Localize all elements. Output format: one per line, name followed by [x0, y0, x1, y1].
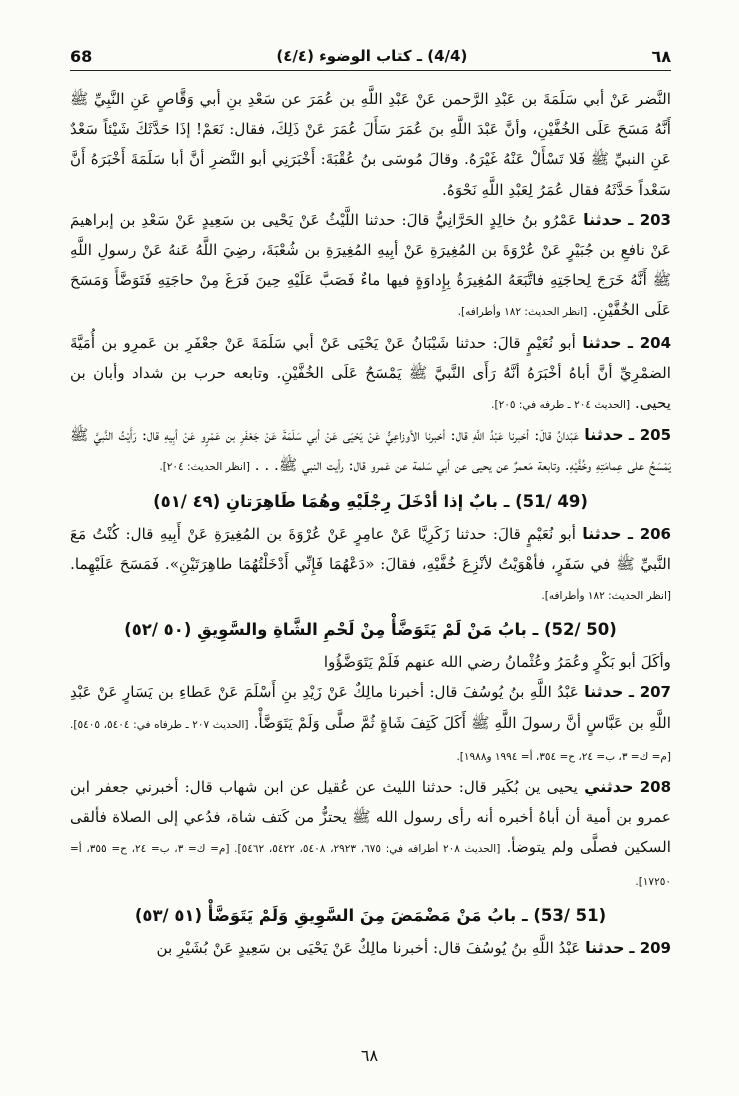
hadith-keyword: حدثنا	[582, 332, 622, 352]
chapter-heading-51: (51 /53) ـ بابُ مَنْ مَضْمَضَ مِنَ السَّوِيقِ وَلَمْ يَتَوَضَّأْ (٥١ /٥٣)	[134, 905, 607, 925]
page-number-arabic: ٦٨	[651, 46, 671, 66]
chapter-heading-50: (50 /52) ـ بابُ مَنْ لَمْ يَتَوَضَّأْ مِنْ لَحْمِ الشَّاةِ والسَّوِيقِ (٥٠ /٥٢)	[124, 620, 617, 640]
hadith-text: عَبْدُ اللَّهِ بنُ يُوسُفَ قال: أخبرنا مالِكٌ عَنْ زَيْدِ بنِ أَسْلَمَ عَنْ عَطاءِ بن يَسَارٍ عَنْ عَبْدِ اللَّهِ بن عَبَّاسٍ أنَّ رسولَ اللَّهِ ﷺ أَكَلَ كَتِفَ شَاةٍ ثُمَّ صلَّى وَلَمْ يَتَوَضَّأْ.	[70, 683, 671, 732]
athar-text: وأكَلَ أبو بَكْرٍ وعُمَرُ وعُثْمانُ رضي الله عنهم فَلَمْ يَتَوَضَّؤُوا	[323, 653, 671, 672]
hadith-keyword: حدثنا	[582, 523, 622, 543]
running-title: (4/4) ـ كتاب الوضوء (٤/٤)	[276, 47, 468, 65]
page-number-latin: 68	[70, 46, 93, 66]
hadith-208	[70, 772, 671, 897]
page-body	[70, 84, 671, 963]
hadith-number: 209 ـ	[629, 938, 671, 957]
page-footer-number: ٦٨	[360, 1046, 379, 1065]
hadith-keyword: حدثنا	[584, 682, 624, 702]
chapter-heading-49: (49 /51) ـ بابٌ إذا أدْخَلَ رِجْلَيْهِ وهُمَا طَاهِرَتانِ (٤٩ /٥١)	[153, 491, 588, 511]
hadith-number: 206 ـ	[627, 524, 671, 543]
hadith-number: 204 ـ	[627, 333, 672, 352]
hadith-number: 207 ـ	[628, 683, 671, 702]
hadith-text: عَبْدُ اللَّهِ بنُ يُوسُفَ قال: أخبرنا مالِكٌ عَنْ يَحْيَى بن سَعِيدٍ عَنْ بُشَيْرِ بن	[156, 938, 581, 957]
hadith-206	[70, 519, 671, 612]
hadith-reference: [الحديث ٢٠٧ ـ طرفاه في: ٥٤٠٤، ٥٤٠٥]. [م= ك= ٣، ب= ٢٤، ح= ٣٥٤، أ= ١٩٩٤ و١٩٨٨].	[70, 718, 671, 763]
hadith-203	[70, 205, 671, 328]
hadith-text: عَمْرُو بنُ خالِدٍ الحَرَّانِيُّ قالَ: حدثنا اللَّيْثُ عَنْ يَحْيى بن سَعِيدٍ عَنْ سَعْدِ بن إبراهيمَ عَنْ نافعِ بن جُبَيْرٍ عَنْ عُرْوَةَ بن المُغِيرَةِ عَنْ أبِيهِ المُغِيرَةِ بن شُعْبَةَ، رضِيَ اللَّهُ عَنهُ عَنْ رسولِ اللَّهِ ﷺ أَنَّهُ خَرَجَ لِحاجَتِهِ فاتَّبَعَهُ المُغِيرَةُ بِإِداوَةٍ فيها ماءٌ فَصَبَّ عَلَيْهِ حِينَ فَرَغَ مِنْ حاجَتِهِ فَتَوَضَّأَ وَمَسَحَ عَلَى الخُفَّيْنِ.	[70, 210, 671, 320]
hadith-text: أبو نُعَيْمٍ قالَ: حدثنا شَيْبَانُ عَنْ يَحْيَى عَنْ أبي سَلَمَةَ عَنْ جعْفَرِ بن عَمرِو بن أُمَيَّةَ الضمْرِيِّ أنَّ أباهُ أخْبَرَهُ أنَّهُ رَأَى النَّبيَّ ﷺ يَمْسَحُ عَلَى الخُفَّيْنِ. وتابعه حرب بن شداد وأبان بن يحيى.	[70, 333, 671, 413]
paragraph-continuation: النَّضر عَنْ أبي سَلَمَةَ بن عَبْدِ الرَّحمن عَنْ عَبْدِ اللَّهِ بن عُمَرَ عن سَعْدِ بنِ أبي وَقَّاصٍ عَنِ النَّبِيِّ ﷺ أَنَّهُ مَسَحَ عَلَى الخُفَّيْنِ، وأنَّ عَبْدَ اللَّهِ بنَ عُمَرَ سَأَلَ عُمَرَ عَنْ ذَلِكَ، فقال: نَعَمْ! إذَا حَدَّثَكَ شَيْئاً سَعْدٌ عَنِ النبيِّ ﷺ فَلا تَسْأَلْ عَنْهُ غَيْرَهُ. وقالَ مُوسَى بنُ عُقْبَةَ: أَخْبَرَنِي أبو النَّضرِ أنَّ أبا سَلَمَةَ أَخْبَرَهُ أَنَّ سَعْداً حَدَّثَهُ فقال عُمَرُ لِعَبْدِ اللَّهِ نَحْوَهُ.	[70, 90, 671, 199]
hadith-text: يحيى ين بُكَير قال: حدثنا الليث عن عُقيل عن ابن شهاب قال: أخبرني جعفر ابن عمرو بن أمية أن أباهُ أخبره أنه رأى رسول الله ﷺ يحتزُّ من كَتف شاة، فدُعي إلى الصلاة فألقى السكين فصلَّى ولم يتوضأ.	[70, 778, 672, 857]
page-header	[70, 42, 671, 71]
hadith-text: عَبْدانُ قالَ: أخبرنا عَبْدُ اللَّهِ قال: أخبرنا الأوزاعِيُّ عَنْ يَحْيَى عَنْ أبي سَلَمَةَ عَنْ جَعْفَرِ بن عَمْرٍو عَنْ أبِيهِ قال: رَأَيْتُ النَّبيَّ ﷺ يَمْسَحُ على عِمامَتِهِ وخُفَّيْهِ. وتابعة مَعمرٌ عن يحيى عن أبي سَلمة عن عَمرو قال: رأيت النبي ﷺ. . .	[70, 426, 671, 475]
hadith-reference: [انظر الحديث: ١٨٢ وأطرافه].	[457, 306, 588, 319]
hadith-204	[70, 328, 671, 421]
hadith-reference: [انظر الحديث: ١٨٢ وأطرافه].	[541, 590, 671, 603]
hadith-number: 203 ـ	[628, 210, 671, 229]
hadith-keyword: حدثنا	[585, 937, 625, 957]
hadith-number: 208	[639, 778, 672, 797]
hadith-reference: [انظر الحديث: ٢٠٤].	[159, 461, 250, 474]
hadith-reference: [الحديث ٢٠٨ أطرافه في: ٦٧٥، ٢٩٢٣، ٥٤٠٨، ٥٤٢٢، ٥٤٦٢]. [م= ك= ٣، ب= ٢٤، ح= ٣٥٥، أ= ١٧٢٥٠].	[70, 843, 671, 888]
hadith-reference: [الحديث ٢٠٤ ـ طرفه في: ٢٠٥].	[491, 399, 631, 412]
hadith-209	[70, 933, 671, 963]
hadith-keyword: حدثنا	[583, 209, 623, 229]
hadith-keyword: حدثنا	[584, 425, 624, 445]
hadith-keyword: حدثني	[584, 777, 634, 797]
hadith-number: 205 ـ	[628, 426, 672, 445]
hadith-text: أبو نُعَيْمٍ قالَ: حدثنا زَكَرِيَّا عَنْ عامِرٍ عَنْ عُرْوَةَ بن المُغِيرَةِ عَنْ أَبِيهِ قال: كُنْتُ مَعَ النَّبيِّ ﷺ في سَفَرٍ، فأهْوَيْتُ لأنْزِعَ خُفَّيْهِ، فقالَ: «دَعْهُمَا فَإِنِّي أَدْخَلْتُهُمَا طاهِرَتَيْنِ». فَمَسَحَ عَلَيْهِما.	[70, 524, 671, 573]
hadith-207	[70, 677, 671, 772]
hadith-205	[70, 420, 671, 482]
